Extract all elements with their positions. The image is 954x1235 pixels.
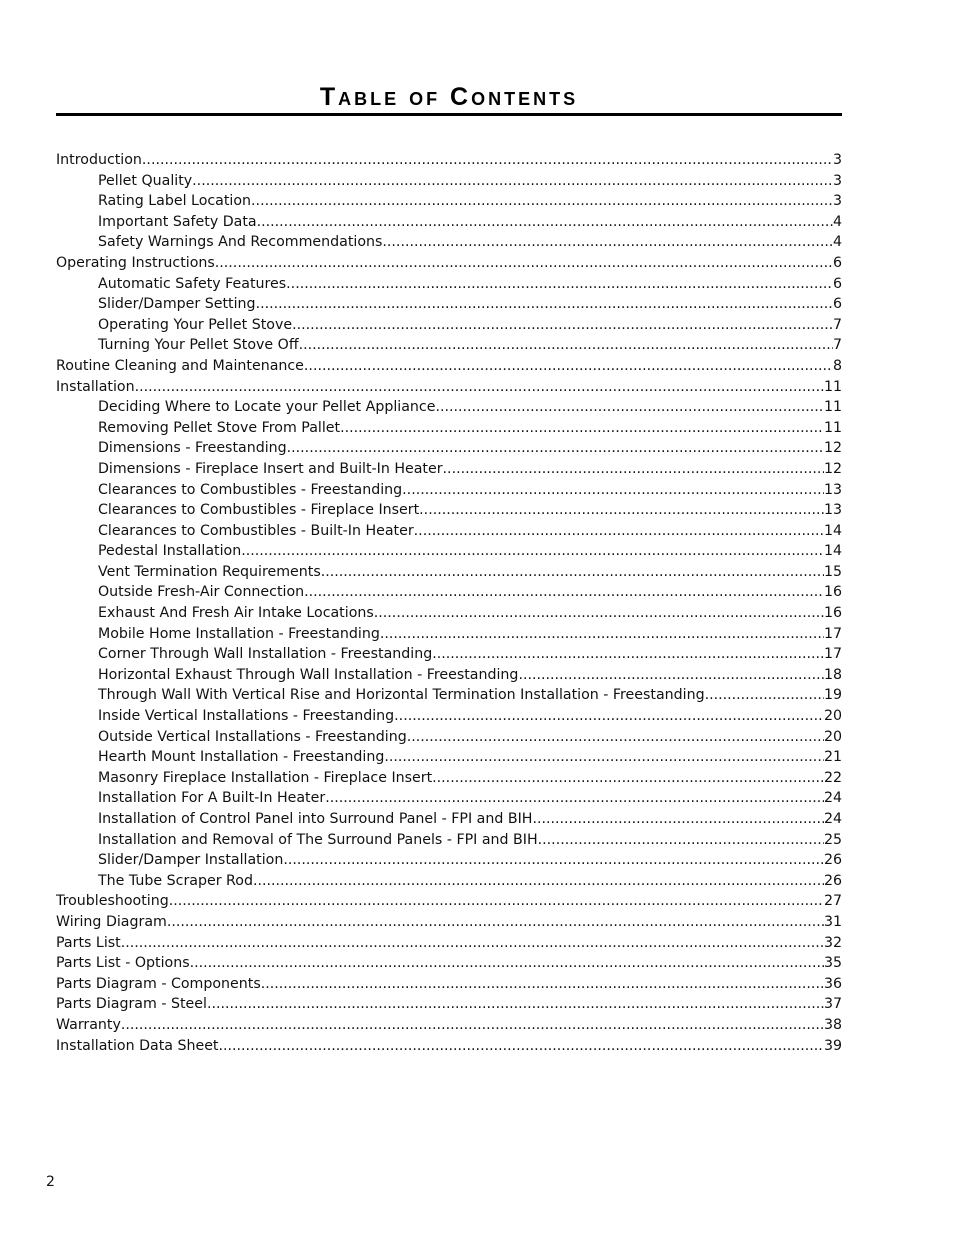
toc-subsection-row[interactable]	[56, 500, 842, 521]
toc-entry-label: Mobile Home Installation - Freestanding	[98, 625, 380, 642]
toc-entry-page: 4	[832, 234, 842, 251]
toc-entry-page: 6	[832, 275, 842, 292]
toc-entry-label: Installation For A Built-In Heater	[98, 790, 326, 807]
dot-leader	[384, 747, 824, 768]
toc-entry-label: Removing Pellet Stove From Pallet	[98, 419, 341, 436]
toc-entry-page: 6	[832, 296, 842, 313]
page-number: 2	[46, 1174, 55, 1190]
dot-leader	[190, 953, 824, 974]
toc-subsection-row[interactable]	[56, 171, 842, 192]
dot-leader	[169, 891, 824, 912]
page-title: Table of Contents	[319, 83, 579, 111]
toc-entry-label: Warranty	[56, 1016, 121, 1033]
toc-entry-label: Outside Fresh-Air Connection	[98, 584, 305, 601]
toc-subsection-row[interactable]	[56, 459, 842, 480]
toc-entry-label: Parts Diagram - Components	[56, 975, 261, 992]
toc-section-row[interactable]	[56, 1036, 842, 1057]
toc-entry-page: 12	[823, 460, 842, 477]
toc-entry-page: 11	[823, 419, 842, 436]
toc-entry-label: Hearth Mount Installation - Freestanding	[98, 749, 385, 766]
toc-entry-label: Operating Instructions	[56, 254, 215, 271]
dot-leader	[135, 377, 824, 398]
toc-entry-page: 7	[832, 316, 842, 333]
toc-subsection-row[interactable]	[56, 232, 842, 253]
dot-leader	[435, 397, 824, 418]
dot-leader	[394, 706, 824, 727]
dot-leader	[432, 644, 824, 665]
toc-entry-label: Automatic Safety Features	[98, 275, 287, 292]
toc-entry-page: 20	[823, 728, 842, 745]
toc-entry-page: 38	[823, 1016, 842, 1033]
toc-entry-label: Parts Diagram - Steel	[56, 996, 207, 1013]
toc-entry-label: Installation Data Sheet	[56, 1037, 219, 1054]
toc-entry-page: 24	[823, 790, 842, 807]
dot-leader	[299, 335, 833, 356]
dot-leader	[325, 788, 824, 809]
toc-subsection-row[interactable]	[56, 830, 842, 851]
dot-leader	[432, 768, 824, 789]
dot-leader	[382, 232, 833, 253]
toc-section-row[interactable]	[56, 953, 842, 974]
toc-subsection-row[interactable]	[56, 335, 842, 356]
toc-entry-page: 11	[823, 378, 842, 395]
toc-subsection-row[interactable]	[56, 521, 842, 542]
toc-entry-label: Pedestal Installation	[98, 543, 242, 560]
toc-entry-page: 14	[823, 522, 842, 539]
toc-entry-page: 21	[823, 749, 842, 766]
toc-subsection-row[interactable]	[56, 191, 842, 212]
toc-entry-page: 37	[823, 996, 842, 1013]
toc-entry-page: 13	[823, 502, 842, 519]
dot-leader	[321, 562, 824, 583]
toc-section-row[interactable]	[56, 150, 842, 171]
toc-section-row[interactable]	[56, 253, 842, 274]
dot-leader	[257, 212, 833, 233]
toc-entry-page: 36	[823, 975, 842, 992]
toc-section-row[interactable]	[56, 356, 842, 377]
dot-leader	[304, 582, 824, 603]
toc-entry-label: Wiring Diagram	[56, 913, 167, 930]
toc-entry-label: Slider/Damper Installation	[98, 852, 284, 869]
toc-subsection-row[interactable]	[56, 418, 842, 439]
toc-subsection-row[interactable]	[56, 480, 842, 501]
dot-leader	[374, 603, 824, 624]
toc-section-row[interactable]	[56, 891, 842, 912]
toc-subsection-row[interactable]	[56, 315, 842, 336]
dot-leader	[402, 480, 824, 501]
toc-entry-label: Introduction	[56, 152, 142, 168]
toc-entry-label: Inside Vertical Installations - Freestanding	[98, 708, 395, 725]
toc-entry-page: 32	[823, 934, 842, 951]
toc-entry-page: 13	[823, 481, 842, 498]
toc-entry-label: Through Wall With Vertical Rise and Horizontal Termination Installation - Freestanding	[98, 687, 705, 704]
dot-leader	[419, 500, 824, 521]
dot-leader	[253, 871, 824, 892]
toc-subsection-row[interactable]	[56, 212, 842, 233]
toc-subsection-row[interactable]	[56, 397, 842, 418]
toc-subsection-row[interactable]	[56, 644, 842, 665]
toc-entry-page: 16	[823, 605, 842, 622]
toc-entry-page: 26	[823, 852, 842, 869]
dot-leader	[532, 809, 824, 830]
dot-leader	[283, 850, 824, 871]
dot-leader	[215, 253, 833, 274]
toc-subsection-row[interactable]	[56, 665, 842, 686]
toc-entry-page: 20	[823, 708, 842, 725]
dot-leader	[538, 830, 824, 851]
dot-leader	[251, 191, 833, 212]
toc-entry-label: Horizontal Exhaust Through Wall Installation - Freestanding	[98, 666, 519, 683]
toc-entry-label: Routine Cleaning and Maintenance	[56, 357, 304, 374]
toc-subsection-row[interactable]	[56, 747, 842, 768]
dot-leader	[380, 624, 824, 645]
toc-subsection-row[interactable]	[56, 438, 842, 459]
toc-entry-page: 12	[823, 440, 842, 457]
toc-entry-label: Clearances to Combustibles - Fireplace Insert	[98, 502, 420, 519]
dot-leader	[121, 933, 824, 954]
toc-entry-page: 4	[832, 213, 842, 230]
toc-entry-label: Deciding Where to Locate your Pellet Appliance	[98, 399, 436, 416]
dot-leader	[121, 1015, 824, 1036]
toc-subsection-row[interactable]	[56, 727, 842, 748]
toc-subsection-row[interactable]	[56, 706, 842, 727]
toc-entry-label: Dimensions - Fireplace Insert and Built-In Heater	[98, 460, 443, 477]
dot-leader	[286, 274, 833, 295]
title-divider	[56, 113, 842, 116]
toc-subsection-row[interactable]	[56, 582, 842, 603]
toc-entry-page: 19	[823, 687, 842, 704]
toc-entry-page: 14	[823, 543, 842, 560]
toc-subsection-row[interactable]	[56, 768, 842, 789]
toc-entry-label: The Tube Scraper Rod	[98, 872, 253, 889]
toc-section-row[interactable]	[56, 933, 842, 954]
toc-subsection-row[interactable]	[56, 788, 842, 809]
toc-entry-page: 3	[832, 172, 842, 189]
dot-leader	[207, 994, 824, 1015]
toc-entry-label: Exhaust And Fresh Air Intake Locations	[98, 605, 374, 622]
dot-leader	[192, 171, 833, 192]
toc-entry-page: 27	[823, 893, 842, 910]
table-of-contents	[56, 150, 842, 1056]
toc-entry-label: Turning Your Pellet Stove Off	[98, 337, 299, 354]
toc-entry-label: Masonry Fireplace Installation - Fireplace Insert	[98, 769, 433, 786]
toc-subsection-row[interactable]	[56, 685, 842, 706]
toc-entry-page: 17	[823, 646, 842, 663]
toc-section-row[interactable]	[56, 974, 842, 995]
toc-entry-label: Parts List	[56, 934, 121, 951]
dot-leader	[287, 438, 824, 459]
dot-leader	[340, 418, 824, 439]
toc-entry-label: Clearances to Combustibles - Freestanding	[98, 481, 403, 498]
toc-section-row[interactable]	[56, 1015, 842, 1036]
toc-entry-label: Safety Warnings And Recommendations	[98, 234, 383, 251]
toc-entry-page: 17	[823, 625, 842, 642]
toc-subsection-row[interactable]	[56, 871, 842, 892]
dot-leader	[261, 974, 824, 995]
dot-leader	[518, 665, 824, 686]
toc-entry-label: Clearances to Combustibles - Built-In Heater	[98, 522, 414, 539]
toc-subsection-row[interactable]	[56, 294, 842, 315]
dot-leader	[292, 315, 833, 336]
toc-entry-page: 39	[823, 1037, 842, 1054]
dot-leader	[414, 521, 824, 542]
toc-entry-label: Troubleshooting	[56, 893, 169, 910]
dot-leader	[142, 150, 833, 171]
dot-leader	[219, 1036, 824, 1057]
toc-entry-page: 31	[823, 913, 842, 930]
toc-entry-page: 26	[823, 872, 842, 889]
dot-leader	[256, 294, 833, 315]
toc-entry-page: 8	[832, 357, 842, 374]
toc-entry-page: 22	[823, 769, 842, 786]
dot-leader	[705, 685, 824, 706]
toc-entry-page: 16	[823, 584, 842, 601]
toc-entry-page: 18	[823, 666, 842, 683]
toc-entry-label: Outside Vertical Installations - Freestanding	[98, 728, 407, 745]
toc-entry-label: Important Safety Data	[98, 213, 257, 230]
toc-entry-page: 11	[823, 399, 842, 416]
toc-subsection-row[interactable]	[56, 562, 842, 583]
toc-entry-page: 15	[823, 563, 842, 580]
toc-entry-label: Operating Your Pellet Stove	[98, 316, 293, 333]
toc-section-row[interactable]	[56, 994, 842, 1015]
toc-entry-page: 35	[823, 955, 842, 972]
toc-entry-label: Parts List - Options	[56, 955, 190, 972]
toc-entry-label: Installation of Control Panel into Surround Panel - FPI and BIH	[98, 811, 533, 827]
toc-entry-label: Dimensions - Freestanding	[98, 440, 287, 457]
toc-entry-page: 7	[832, 337, 842, 354]
toc-subsection-row[interactable]	[56, 274, 842, 295]
toc-subsection-row[interactable]	[56, 603, 842, 624]
dot-leader	[407, 727, 824, 748]
toc-entry-page: 6	[832, 254, 842, 271]
toc-entry-page: 3	[832, 152, 842, 168]
toc-entry-label: Slider/Damper Setting	[98, 296, 256, 313]
toc-subsection-row[interactable]	[56, 541, 842, 562]
toc-entry-label: Corner Through Wall Installation - Freestanding	[98, 646, 433, 663]
toc-section-row[interactable]	[56, 912, 842, 933]
toc-entry-page: 24	[823, 811, 842, 827]
toc-entry-label: Installation and Removal of The Surround Panels - FPI and BIH	[98, 831, 538, 848]
toc-subsection-row[interactable]	[56, 809, 842, 830]
dot-leader	[304, 356, 833, 377]
toc-subsection-row[interactable]	[56, 624, 842, 645]
toc-subsection-row[interactable]	[56, 850, 842, 871]
dot-leader	[167, 912, 824, 933]
dot-leader	[241, 541, 824, 562]
toc-section-row[interactable]	[56, 377, 842, 398]
toc-entry-page: 3	[832, 193, 842, 210]
toc-entry-label: Vent Termination Requirements	[98, 563, 321, 580]
toc-entry-label: Installation	[56, 378, 135, 395]
toc-entry-page: 25	[823, 831, 842, 848]
toc-entry-label: Pellet Quality	[98, 172, 193, 189]
toc-entry-label: Rating Label Location	[98, 193, 252, 210]
dot-leader	[443, 459, 824, 480]
